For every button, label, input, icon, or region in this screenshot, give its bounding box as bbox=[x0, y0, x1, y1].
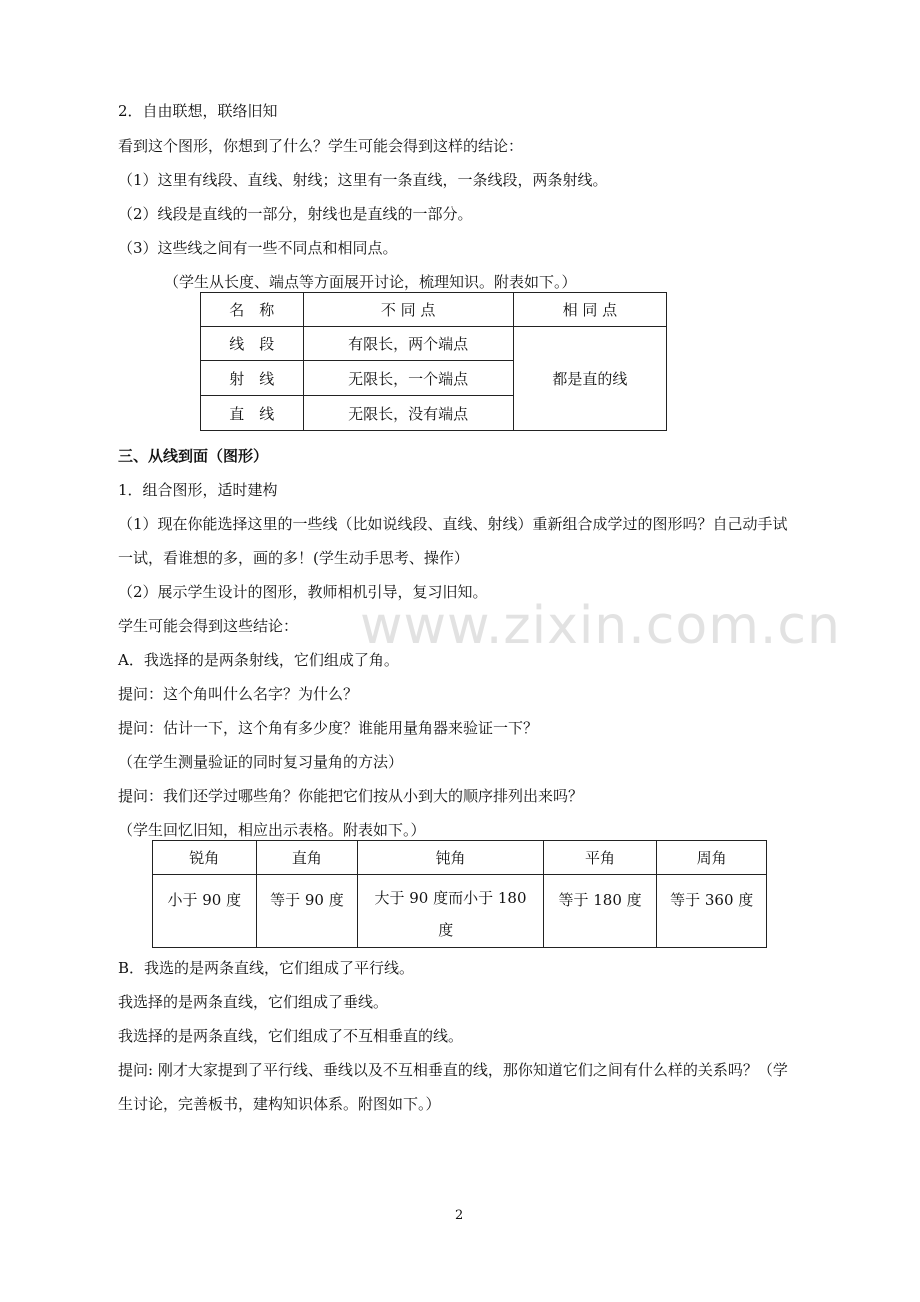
section2-intro: 看到这个图形，你想到了什么？学生可能会得到这样的结论： bbox=[118, 137, 524, 155]
row-difference: 无限长，一个端点 bbox=[303, 361, 513, 396]
value-straight: 等于 180 度 bbox=[543, 875, 657, 948]
row-name: 射 线 bbox=[201, 361, 304, 396]
question-4a: 提问: 刚才大家提到了平行线、垂线以及不互相垂直的线，那你知道它们之间有什么样的关系吗？（学 bbox=[118, 1061, 788, 1079]
section2-point-3: （3）这些线之间有一些不同点和相同点。 bbox=[118, 239, 398, 257]
row-name: 线 段 bbox=[201, 327, 304, 361]
conclusion-b3: 我选择的是两条直线，它们组成了不互相垂直的线。 bbox=[118, 1027, 464, 1045]
header-right: 直角 bbox=[256, 841, 358, 875]
question-1: 提问：这个角叫什么名字？为什么？ bbox=[118, 685, 359, 703]
table-row bbox=[201, 327, 667, 361]
conclusion-b: B．我选的是两条直线，它们组成了平行线。 bbox=[118, 959, 415, 977]
header-acute: 锐角 bbox=[153, 841, 257, 875]
value-obtuse bbox=[358, 875, 544, 948]
row-difference: 无限长，没有端点 bbox=[303, 396, 513, 431]
section3-point-1a: （1）现在你能选择这里的一些线（比如说线段、直线、射线）重新组合成学过的图形吗？自己动手试 bbox=[118, 515, 788, 533]
header-name: 名 称 bbox=[201, 293, 304, 327]
question-3: 提问：我们还学过哪些角？你能把它们按从小到大的顺序排列出来吗？ bbox=[118, 787, 584, 805]
value-obtuse-line2: 度 bbox=[438, 921, 454, 939]
section3-point-1b: 一试，看谁想的多，画的多！(学生动手思考、操作） bbox=[118, 549, 469, 567]
section2-point-1: （1）这里有线段、直线、射线；这里有一条直线，一条线段，两条射线。 bbox=[118, 171, 608, 189]
section2-heading: 2．自由联想，联络旧知 bbox=[118, 102, 278, 120]
value-acute: 小于 90 度 bbox=[153, 875, 257, 948]
question-2: 提问：估计一下，这个角有多少度？谁能用量角器来验证一下？ bbox=[118, 719, 539, 737]
common-cell: 都是直的线 bbox=[513, 327, 666, 431]
page-number: 2 bbox=[455, 1208, 464, 1223]
value-right: 等于 90 度 bbox=[256, 875, 358, 948]
table-header-row bbox=[153, 841, 767, 875]
angle-table bbox=[152, 840, 767, 948]
row-name: 直 线 bbox=[201, 396, 304, 431]
value-obtuse-line1: 大于 90 度而小于 180 bbox=[374, 889, 527, 907]
section2-point-2: （2）线段是直线的一部分，射线也是直线的一部分。 bbox=[118, 205, 473, 223]
row-difference: 有限长，两个端点 bbox=[303, 327, 513, 361]
section3-title: 三、从线到面（图形） bbox=[118, 447, 269, 465]
section3-sub1: 1．组合图形，适时建构 bbox=[118, 481, 278, 499]
header-straight: 平角 bbox=[543, 841, 657, 875]
line-comparison-table bbox=[200, 292, 667, 431]
question-4b: 生讨论，完善板书，建构知识体系。附图如下。） bbox=[118, 1095, 441, 1113]
watermark: www.zixin.com.cn bbox=[360, 596, 841, 656]
header-full: 周角 bbox=[657, 841, 767, 875]
section3-point-3: 学生可能会得到这些结论： bbox=[118, 617, 299, 635]
value-full: 等于 360 度 bbox=[657, 875, 767, 948]
note-1: （在学生测量验证的同时复习量角的方法） bbox=[118, 753, 404, 771]
conclusion-a: A．我选择的是两条射线，它们组成了角。 bbox=[118, 651, 399, 669]
table-row bbox=[153, 875, 767, 948]
section2-note: （学生从长度、端点等方面展开讨论，梳理知识。附表如下。） bbox=[164, 273, 577, 291]
header-common: 相 同 点 bbox=[513, 293, 666, 327]
note-2: （学生回忆旧知，相应出示表格。附表如下。） bbox=[118, 821, 426, 839]
section3-point-2: （2）展示学生设计的图形，教师相机引导，复习旧知。 bbox=[118, 583, 488, 601]
table-header-row bbox=[201, 293, 667, 327]
header-obtuse: 钝角 bbox=[358, 841, 544, 875]
conclusion-b2: 我选择的是两条直线，它们组成了垂线。 bbox=[118, 993, 389, 1011]
header-difference: 不 同 点 bbox=[303, 293, 513, 327]
